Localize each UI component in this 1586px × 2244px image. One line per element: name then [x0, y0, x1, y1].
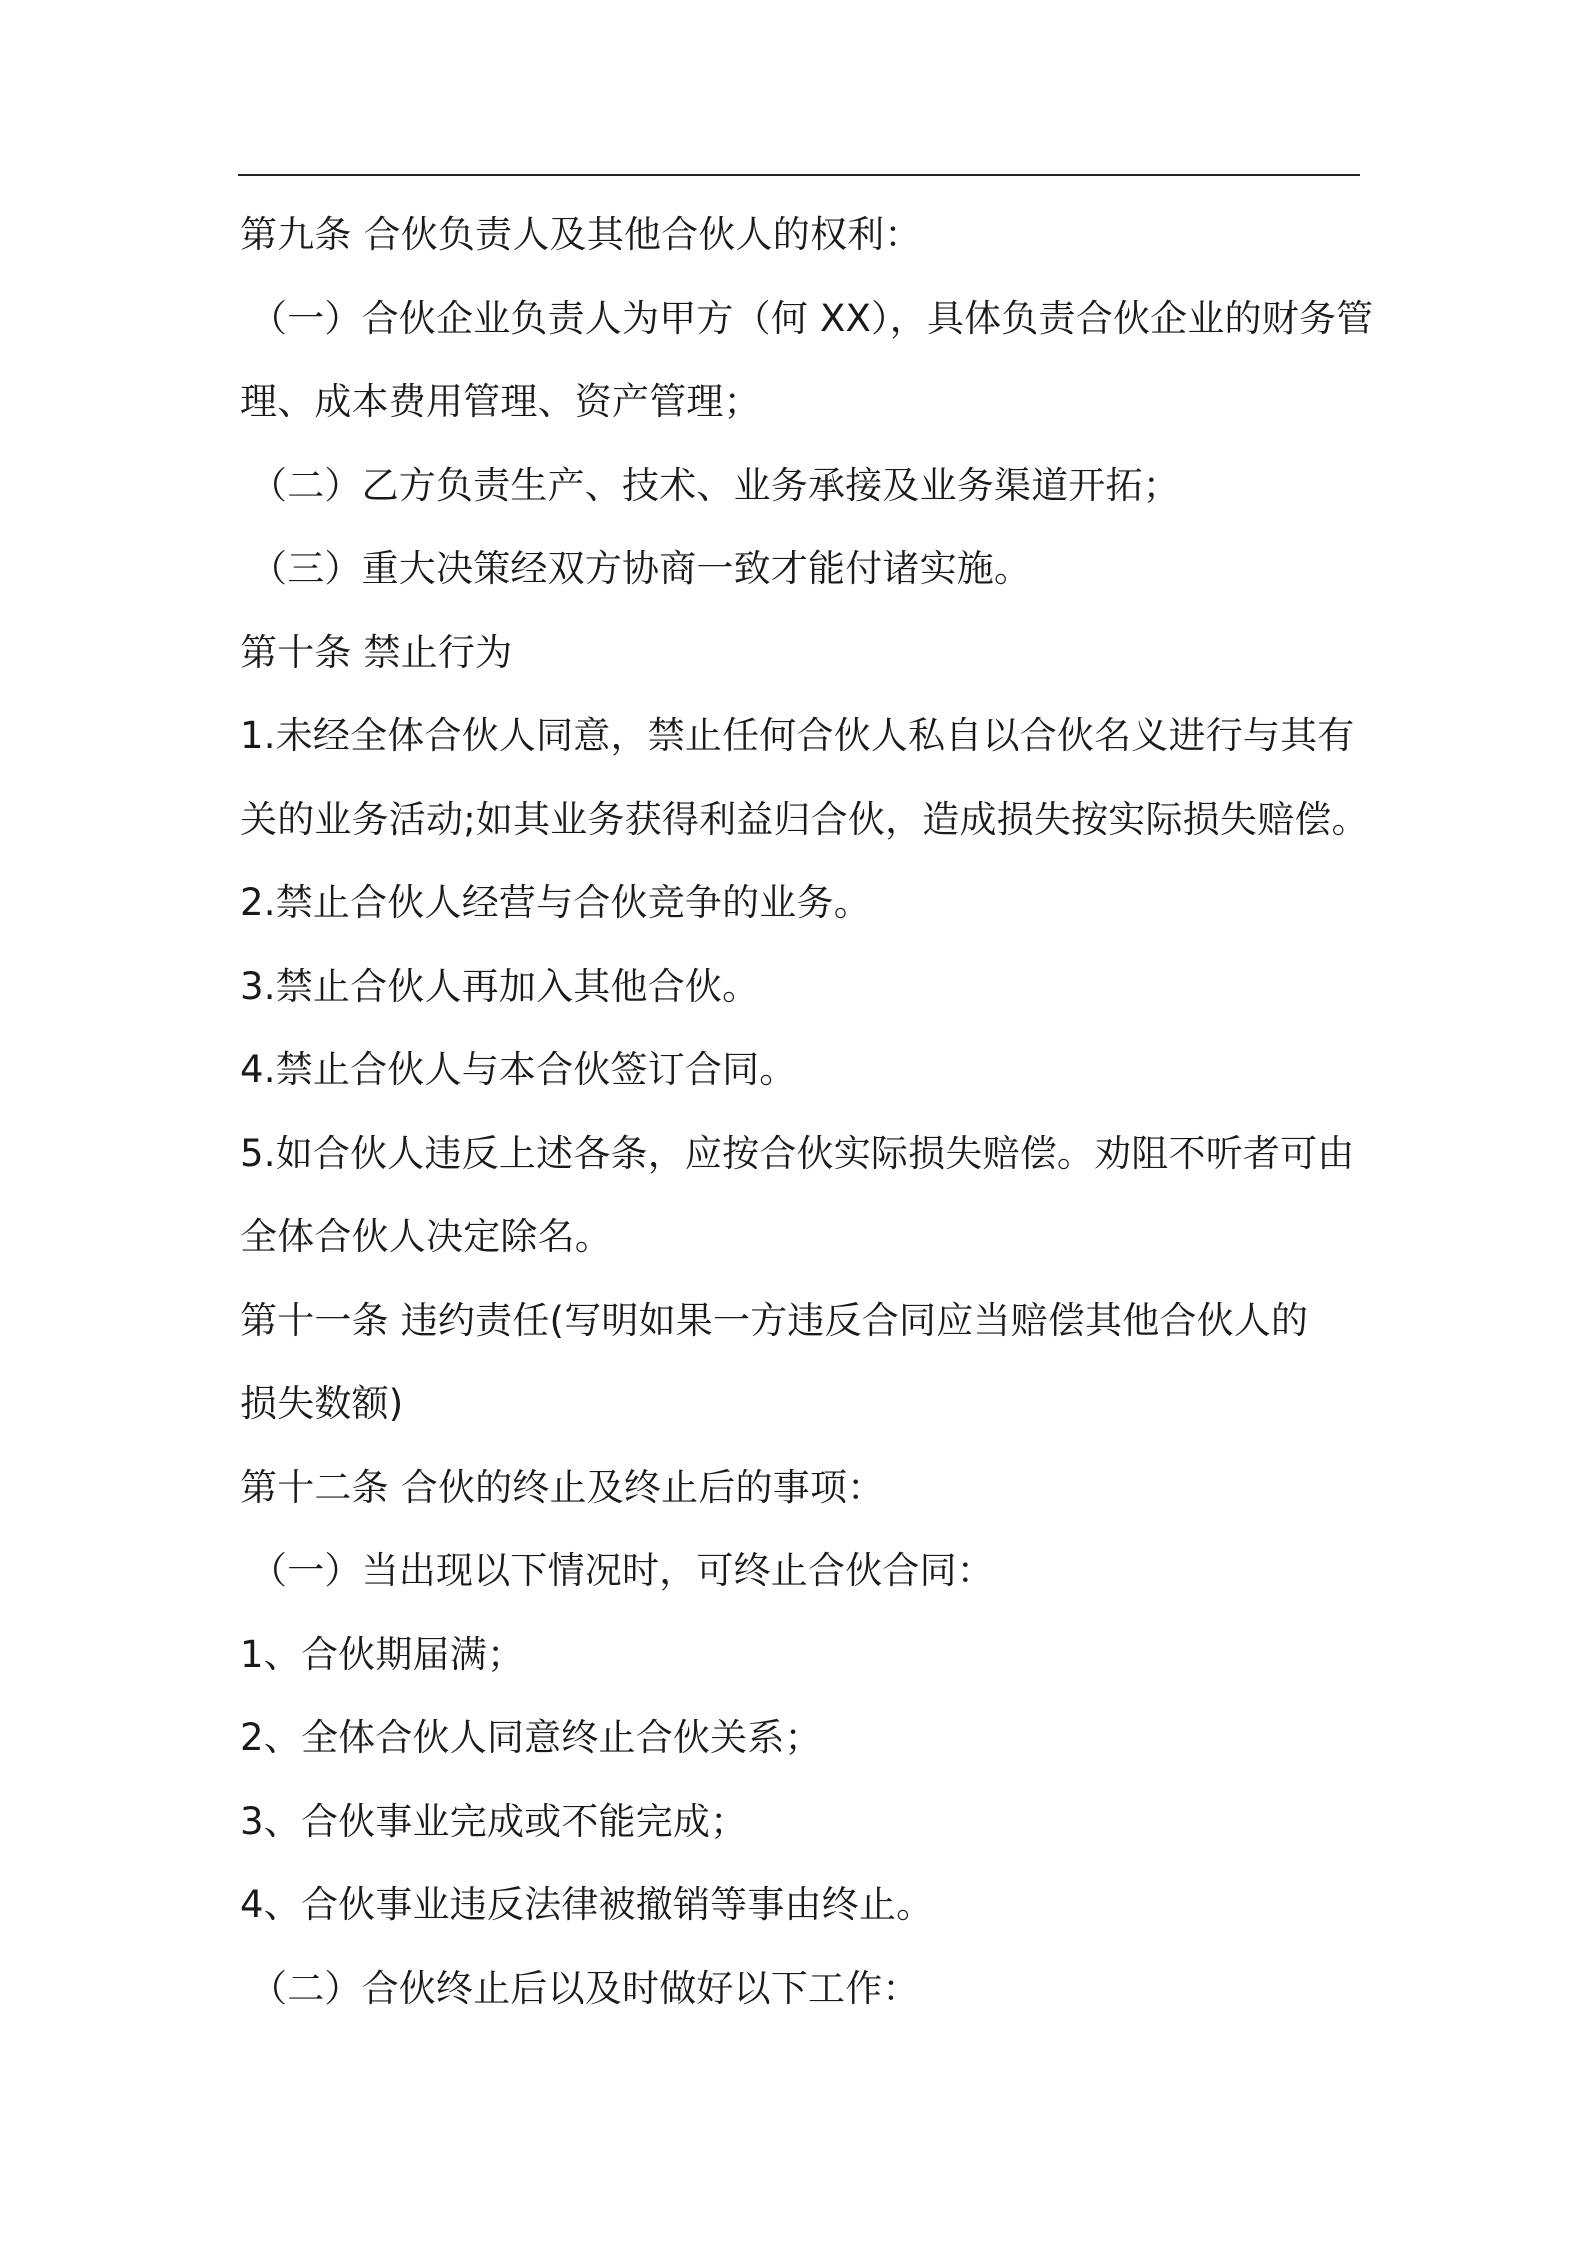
- article-10-item-1: 1.未经全体合伙人同意，禁止任何合伙人私自以合伙名义进行与其有: [240, 714, 1355, 757]
- article-12-item-1: （一）当出现以下情况时，可终止合伙合同：: [250, 1549, 994, 1592]
- article-10-item-5: 5.如合伙人违反上述各条，应按合伙实际损失赔偿。劝阻不听者可由: [240, 1131, 1355, 1175]
- article-9-item-1: （一）合伙企业负责人为甲方（何 XX），具体负责合伙企业的财务管: [250, 296, 1374, 340]
- article-10-item-3: 3.禁止合伙人再加入其他合伙。: [240, 964, 760, 1008]
- article-12-sub-1: 1、合伙期届满；: [240, 1632, 525, 1676]
- article-10-heading: 第十条 禁止行为: [240, 630, 513, 674]
- article-12-sub-3: 3、合伙事业完成或不能完成；: [240, 1799, 748, 1843]
- article-10-item-5-cont: 全体合伙人决定除名。: [240, 1215, 612, 1258]
- article-9-item-3: （三）重大决策经双方协商一致才能付诸实施。: [250, 547, 1032, 590]
- article-10-item-2: 2.禁止合伙人经营与合伙竞争的业务。: [240, 881, 871, 924]
- document-body: [240, 193, 1374, 2030]
- header-rule: [238, 174, 1360, 176]
- article-10-item-1-cont: 关的业务活动;如其业务获得利益归合伙，造成损失按实际损失赔偿。: [240, 797, 1369, 841]
- article-12-sub-2: 2、全体合伙人同意终止合伙关系；: [240, 1716, 822, 1759]
- article-9-item-2: （二）乙方负责生产、技术、业务承接及业务渠道开拓；: [250, 463, 1180, 507]
- article-12-heading: 第十二条 合伙的终止及终止后的事项：: [240, 1465, 885, 1509]
- article-9-heading: 第九条 合伙负责人及其他合伙人的权利：: [240, 213, 922, 256]
- article-11-heading: 第十一条 违约责任(写明如果一方违反合同应当赔偿其他合伙人的: [240, 1298, 1309, 1342]
- article-9-item-1-cont: 理、成本费用管理、资产管理；: [240, 380, 761, 423]
- article-11-heading-cont: 损失数额): [240, 1382, 404, 1425]
- article-12-item-2: （二）合伙终止后以及时做好以下工作：: [250, 1966, 920, 2010]
- article-10-item-4: 4.禁止合伙人与本合伙签订合同。: [240, 1048, 797, 1091]
- article-12-sub-4: 4、合伙事业违反法律被撤销等事由终止。: [240, 1883, 934, 1926]
